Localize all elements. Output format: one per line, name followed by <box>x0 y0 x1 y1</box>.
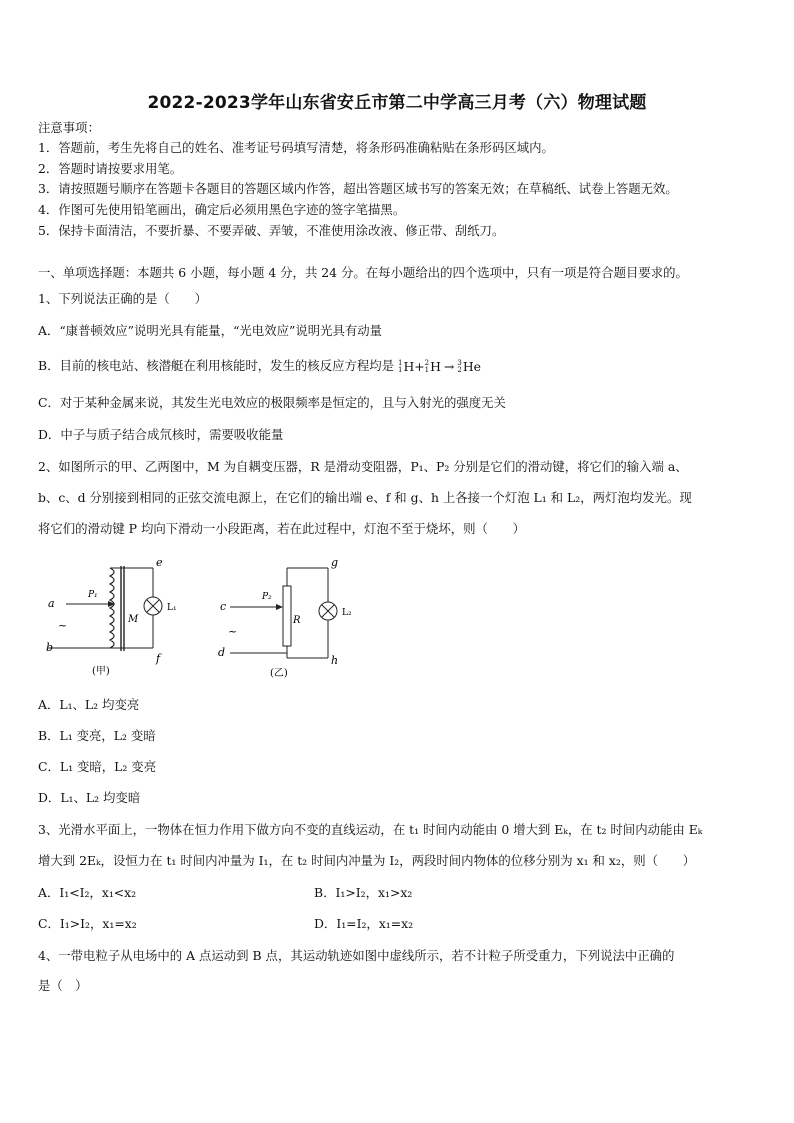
section-heading: 一、单项选择题：本题共 6 小题，每小题 4 分，共 24 分。在每小题给出的四个选项中，只有一项是符合题目要求的。 <box>38 265 688 280</box>
q1-stem: 1、下列说法正确的是（ ） <box>38 291 207 306</box>
ac-source-symbol: ~ <box>58 619 68 632</box>
q1-option-a: A．“康普顿效应”说明光具有能量，“光电效应”说明光具有动量 <box>38 323 383 338</box>
figure-yi-caption: (乙) <box>270 668 288 679</box>
notice-header: 注意事项： <box>38 120 100 135</box>
terminal-b-label: b <box>46 641 54 654</box>
plus-sign: + <box>414 358 425 374</box>
q2-option-c: C．L₁ 变暗，L₂ 变亮 <box>38 759 157 774</box>
q2-option-a: A．L₁、L₂ 均变亮 <box>38 697 140 712</box>
notice-item-5: 5．保持卡面清洁，不要折暴、不要弄破、弄皱，不准使用涂改液、修正带、刮纸刀。 <box>38 223 505 238</box>
q2-stem-line-3: 将它们的滑动键 P 均向下滑动一小段距离，若在此过程中，灯泡不至于烧坏，则（ ） <box>38 521 526 536</box>
rheostat-r-label: R <box>293 615 301 626</box>
q2-stem-line-2: b、c、d 分别接到相同的正弦交流电源上，在它们的输出端 e、f 和 g、h 上各接一个灯泡 L₁ 和 L₂，两灯泡均发光。现 <box>38 490 692 505</box>
h1-charge: 1 <box>398 365 403 374</box>
h1-symbol: H <box>403 358 415 374</box>
q1-option-b-text: B．目前的核电站、核潜艇在利用核能时，发生的核反应方程均是 <box>38 358 395 373</box>
lamp-l2-label: L₂ <box>342 608 352 618</box>
page-title: 2022-2023学年山东省安丘市第二中学高三月考（六）物理试题 <box>147 93 647 113</box>
figure-jia-autotransformer <box>38 556 208 686</box>
q1-option-c: C．对于某种金属来说，其发生光电效应的极限频率是恒定的，且与入射光的强度无关 <box>38 395 506 410</box>
notice-item-2: 2．答题时请按要求用笔。 <box>38 161 183 176</box>
terminal-e-label: e <box>156 556 163 569</box>
q2-stem-line-1: 2、如图所示的甲、乙两图中，M 为自耦变压器，R 是滑动变阻器，P₁、P₂ 分别是它们的滑动键，将它们的输入端 a、 <box>38 459 688 474</box>
terminal-d-label: d <box>218 646 226 659</box>
notice-item-1: 1．答题前，考生先将自己的姓名、准考证号码填写清楚，将条形码准确粘贴在条形码区域内。 <box>38 140 554 155</box>
q1-option-b <box>38 357 481 376</box>
h1-mass: 1 <box>398 358 403 367</box>
he-symbol: He <box>462 358 481 374</box>
q3-option-d: D．I₁=I₂，x₁=x₂ <box>314 916 414 931</box>
ac-source-symbol: ~ <box>228 625 238 638</box>
q3-stem-line-2: 增大到 2Eₖ，设恒力在 t₁ 时间内冲量为 I₁，在 t₂ 时间内冲量为 I₂，两段时间内物体的位移分别为 x₁ 和 x₂，则（ ） <box>38 853 696 868</box>
figure-jia-caption: (甲) <box>92 666 110 677</box>
he-charge: 2 <box>457 365 462 374</box>
h2-charge: 1 <box>424 365 430 374</box>
terminal-f-label: f <box>156 652 161 665</box>
q3-option-b: B．I₁>I₂，x₁>x₂ <box>314 885 413 900</box>
slider-p1-label: P₁ <box>88 590 98 600</box>
q3-option-c: C．I₁>I₂，x₁=x₂ <box>38 916 137 931</box>
notice-item-4: 4．作图可先使用铅笔画出，确定后必须用黑色字迹的签字笔描黑。 <box>38 202 406 217</box>
terminal-a-label: a <box>48 597 55 610</box>
slider-p2-label: P₂ <box>262 592 272 602</box>
reaction-arrow: → <box>443 358 455 374</box>
q4-stem-line-1: 4、一带电粒子从电场中的 A 点运动到 B 点，其运动轨迹如图中虚线所示，若不计粒子所受重力，下列说法中正确的 <box>38 948 675 963</box>
q1-option-d: D．中子与质子结合成氘核时，需要吸收能量 <box>38 427 284 442</box>
figure-yi-rheostat <box>210 556 380 686</box>
terminal-c-label: c <box>220 600 227 613</box>
q3-option-a: A．I₁<I₂，x₁<x₂ <box>38 885 137 900</box>
h2-mass: 2 <box>424 358 430 367</box>
q4-stem-line-2: 是（ ） <box>38 978 88 993</box>
he-mass: 3 <box>457 358 462 367</box>
nuclear-equation <box>398 358 481 376</box>
transformer-m-label: M <box>128 614 139 625</box>
notice-item-3: 3．请按照题号顺序在答题卡各题目的答题区域内作答，超出答题区域书写的答案无效；在草稿纸、试卷上答题无效。 <box>38 181 678 196</box>
q2-option-d: D．L₁、L₂ 均变暗 <box>38 790 141 805</box>
q2-option-b: B．L₁ 变亮，L₂ 变暗 <box>38 728 156 743</box>
q3-stem-line-1: 3、光滑水平面上，一物体在恒力作用下做方向不变的直线运动，在 t₁ 时间内动能由 0 增大到 Eₖ，在 t₂ 时间内动能由 Eₖ <box>38 822 703 837</box>
h2-symbol: H <box>430 358 441 374</box>
lamp-l1-label: L₁ <box>167 603 177 613</box>
terminal-g-label: g <box>331 556 339 569</box>
terminal-h-label: h <box>331 654 339 667</box>
